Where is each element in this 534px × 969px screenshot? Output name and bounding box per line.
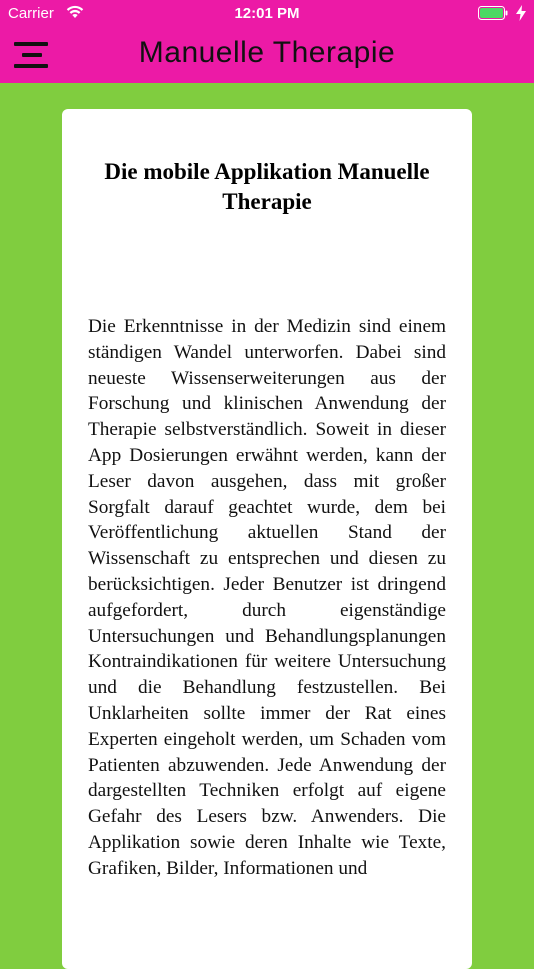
battery-icon bbox=[478, 6, 508, 20]
content-card bbox=[62, 109, 472, 969]
status-time: 12:01 PM bbox=[234, 5, 300, 22]
charging-bolt-icon bbox=[516, 5, 526, 21]
carrier-label: Carrier bbox=[8, 5, 54, 22]
page-title: Manuelle Therapie bbox=[138, 36, 396, 69]
status-bar bbox=[0, 0, 534, 28]
card-body-text: Die Erkenntnisse in der Medizin sind einem ständigen Wandel unterworfen. Dabei sind neueste Wissenserweiterungen aus der Forschung und klinischen Anwendung der Therapie selbstverständlich. Soweit in dieser App Dosierungen erwähnt werden, kann der Leser davon ausgehen, dass mit großer Sorgfalt darauf geachtet wurde, dem bei Veröffentlichung aktuellen Stand der Wissenschaft zu entsprechen und diesen zu berücksichtigen. Jeder Benutzer ist dringend aufgefordert, durch eigenständige Untersuchungen und Behandlungsplanungen Kontraindikationen für weitere Untersuchung und die Behandlung festzustellen. Bei Unklarheiten sollte immer der Rat eines Experten eingeholt werden, um Schaden vom Patienten abzuwenden. Jede Anwendung der dargestellten Techniken erfolgt auf eigene Gefahr des Lesers bzw. Anwenders. Die Applikation sowie deren Inhalte wie Texte, Grafiken, Bilder, Informationen und bbox=[88, 316, 446, 879]
card-title: Die mobile Applikation Manuelle Therapie bbox=[104, 159, 430, 214]
app-header bbox=[0, 0, 534, 83]
